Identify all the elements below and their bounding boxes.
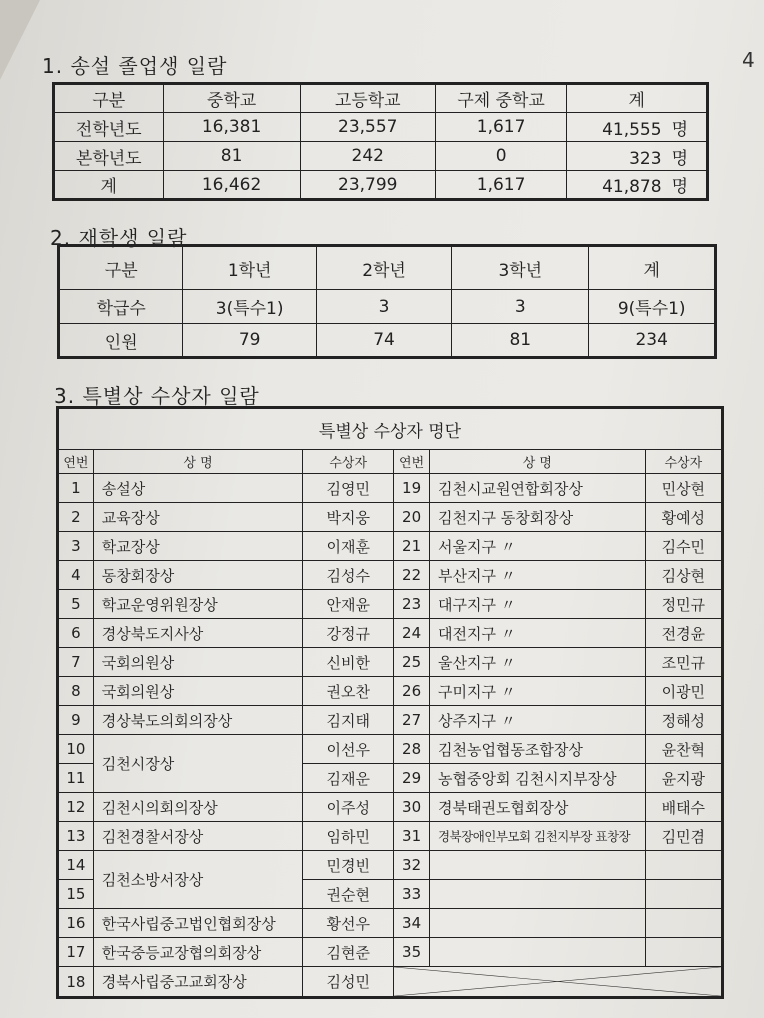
column-header: 구분 [59,246,183,290]
winner-name: 윤지광 [645,764,722,793]
row-number: 18 [58,967,94,998]
page-number: 4 [742,48,755,72]
table-row [58,793,723,822]
award-name: 국회의원상 [93,677,302,706]
winner-name: 이선우 [303,735,394,764]
table-row [54,113,708,142]
winner-name: 민상현 [645,474,722,503]
value-cell: 81 [163,142,300,171]
winner-name: 이광민 [645,677,722,706]
table-row [59,324,716,358]
winner-name: 민경빈 [303,851,394,880]
column-header: 계 [589,246,716,290]
table-row [58,561,723,590]
award-name: 서울지구 〃 [429,532,645,561]
row-number: 13 [58,822,94,851]
column-header: 수상자 [303,450,394,474]
column-header: 연번 [394,450,430,474]
row-number: 29 [394,764,430,793]
row-number: 5 [58,590,94,619]
winner-name: 권순현 [303,880,394,909]
table-row [58,735,723,764]
table-row [58,851,723,880]
total-value: 41,878 [602,177,662,197]
row-label: 전학년도 [54,113,164,142]
award-name: 송설상 [93,474,302,503]
row-number: 12 [58,793,94,822]
row-number: 22 [394,561,430,590]
award-name: 학교장상 [93,532,302,561]
winner-name: 권오찬 [303,677,394,706]
award-name: 김천소방서장상 [93,851,302,909]
total-cell [567,171,708,200]
award-name: 한국사립중고법인협회장상 [93,909,302,938]
table-row [58,590,723,619]
caption-row [58,408,723,450]
column-header: 상 명 [429,450,645,474]
column-header: 상 명 [93,450,302,474]
row-number: 23 [394,590,430,619]
value-cell: 1,617 [435,113,567,142]
award-name [429,909,645,938]
winner-name [645,909,722,938]
value-cell: 16,462 [163,171,300,200]
winner-name: 배태수 [645,793,722,822]
column-header: 구제 중학교 [435,84,567,113]
row-number: 26 [394,677,430,706]
winner-name: 신비한 [303,648,394,677]
row-number: 9 [58,706,94,735]
winner-name [645,851,722,880]
award-name: 울산지구 〃 [429,648,645,677]
cross-mark [394,967,721,996]
winner-name: 박지웅 [303,503,394,532]
row-label: 본학년도 [54,142,164,171]
value-cell: 234 [589,324,716,358]
winner-name: 윤찬혁 [645,735,722,764]
row-number: 30 [394,793,430,822]
award-name: 한국중등교장협의회장상 [93,938,302,967]
column-header: 계 [567,84,708,113]
award-name: 학교운영위원장상 [93,590,302,619]
column-header: 연번 [58,450,94,474]
winner-name: 김민겸 [645,822,722,851]
award-name: 경상북도지사상 [93,619,302,648]
award-name: 경북사립중고교회장상 [93,967,302,998]
winner-name: 정해성 [645,706,722,735]
winner-name: 김지태 [303,706,394,735]
row-number: 16 [58,909,94,938]
section-2-title: 2. 재학생 일람 [50,226,188,250]
page-corner-fold [0,0,40,80]
table-row [58,532,723,561]
column-header: 3학년 [452,246,589,290]
winner-name: 김수민 [645,532,722,561]
table-row [58,909,723,938]
award-name [429,938,645,967]
value-cell: 0 [435,142,567,171]
winner-name: 이주성 [303,793,394,822]
row-number: 4 [58,561,94,590]
total-cell [567,113,708,142]
table-row [58,967,723,998]
crossed-empty-cell [394,967,723,998]
award-name: 김천농업협동조합장상 [429,735,645,764]
award-name: 부산지구 〃 [429,561,645,590]
award-name: 경북태권도협회장상 [429,793,645,822]
award-name: 농협중앙회 김천시지부장상 [429,764,645,793]
column-header: 2학년 [316,246,451,290]
value-cell: 3 [452,290,589,324]
value-cell: 3 [316,290,451,324]
table-row [58,677,723,706]
row-number: 34 [394,909,430,938]
row-number: 20 [394,503,430,532]
value-cell: 9(특수1) [589,290,716,324]
column-header: 구분 [54,84,164,113]
row-number: 7 [58,648,94,677]
award-name: 교육장상 [93,503,302,532]
winner-name: 김현준 [303,938,394,967]
graduates-table [52,82,709,201]
award-name [429,880,645,909]
winner-name: 김상현 [645,561,722,590]
row-number: 14 [58,851,94,880]
row-number: 31 [394,822,430,851]
winner-name: 정민규 [645,590,722,619]
table-row [58,619,723,648]
unit-label: 명 [671,148,688,169]
section-1-title: 1. 송설 졸업생 일람 [42,54,228,78]
award-name: 김천시교원연합회장상 [429,474,645,503]
row-number: 2 [58,503,94,532]
row-number: 24 [394,619,430,648]
table-header-row [59,246,716,290]
award-name: 대구지구 〃 [429,590,645,619]
row-number: 15 [58,880,94,909]
row-number: 28 [394,735,430,764]
row-number: 1 [58,474,94,503]
row-number: 3 [58,532,94,561]
value-cell: 74 [316,324,451,358]
unit-label: 명 [671,119,688,140]
row-number: 27 [394,706,430,735]
row-number: 33 [394,880,430,909]
award-name: 김천시의회의장상 [93,793,302,822]
column-header: 수상자 [645,450,722,474]
row-label: 학급수 [59,290,183,324]
award-name: 김천경찰서장상 [93,822,302,851]
row-label: 계 [54,171,164,200]
row-number: 11 [58,764,94,793]
students-table [57,244,717,359]
award-name: 경상북도의회의장상 [93,706,302,735]
winner-name: 이재훈 [303,532,394,561]
row-number: 8 [58,677,94,706]
table-header-row [54,84,708,113]
award-name: 국회의원상 [93,648,302,677]
winner-name: 강정규 [303,619,394,648]
winner-name: 조민규 [645,648,722,677]
row-number: 35 [394,938,430,967]
table-row [58,503,723,532]
value-cell: 242 [300,142,435,171]
winner-name: 임하민 [303,822,394,851]
winner-name: 김성민 [303,967,394,998]
table-row [58,648,723,677]
award-name: 경북장애인부모회 김천지부장 표창장 [429,822,645,851]
table-row [58,706,723,735]
value-cell: 79 [183,324,316,358]
value-cell: 1,617 [435,171,567,200]
winner-name [645,938,722,967]
table-header-row [58,450,723,474]
award-name: 구미지구 〃 [429,677,645,706]
column-header: 1학년 [183,246,316,290]
section-3-title: 3. 특별상 수상자 일람 [54,384,260,408]
unit-label: 명 [671,177,688,197]
row-number: 25 [394,648,430,677]
table-row [59,290,716,324]
winner-name [645,880,722,909]
column-header: 중학교 [163,84,300,113]
value-cell: 16,381 [163,113,300,142]
award-name: 김천지구 동창회장상 [429,503,645,532]
column-header: 고등학교 [300,84,435,113]
row-number: 32 [394,851,430,880]
value-cell: 81 [452,324,589,358]
table-row [58,474,723,503]
table-row [58,822,723,851]
total-value: 323 [629,148,662,169]
awards-table [56,406,724,999]
table-row [58,938,723,967]
total-value: 41,555 [602,119,662,140]
award-name: 상주지구 〃 [429,706,645,735]
row-number: 21 [394,532,430,561]
table-caption: 특별상 수상자 명단 [58,408,723,450]
table-row [54,171,708,200]
row-number: 6 [58,619,94,648]
table-row [54,142,708,171]
total-cell [567,142,708,171]
row-number: 10 [58,735,94,764]
winner-name: 김영민 [303,474,394,503]
award-name: 김천시장상 [93,735,302,793]
winner-name: 황선우 [303,909,394,938]
award-name [429,851,645,880]
winner-name: 김재운 [303,764,394,793]
winner-name: 황예성 [645,503,722,532]
value-cell: 3(특수1) [183,290,316,324]
award-name: 대전지구 〃 [429,619,645,648]
row-label: 인원 [59,324,183,358]
row-number: 17 [58,938,94,967]
value-cell: 23,799 [300,171,435,200]
winner-name: 김성수 [303,561,394,590]
award-name: 동창회장상 [93,561,302,590]
winner-name: 안재윤 [303,590,394,619]
winner-name: 전경윤 [645,619,722,648]
value-cell: 23,557 [300,113,435,142]
row-number: 19 [394,474,430,503]
